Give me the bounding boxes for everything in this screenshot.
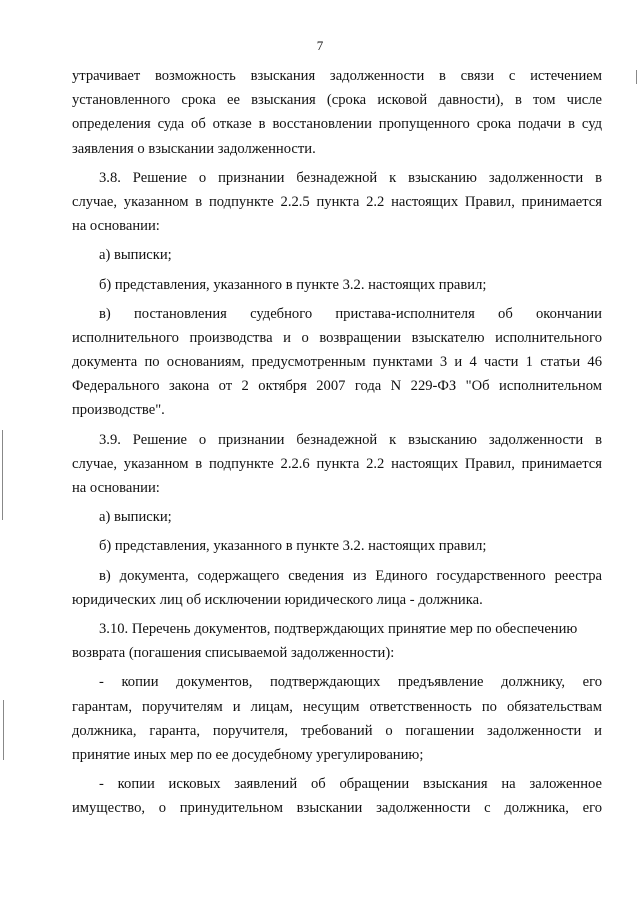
- scan-artifact: [636, 70, 637, 84]
- text-line: 3.8. Решение о признании безнадежной к взысканию задолженности в: [99, 169, 602, 186]
- document-body: [72, 64, 602, 820]
- text-line: на основании:: [72, 218, 160, 235]
- text-line: б) представления, указанного в пункте 3.2. настоящих правил;: [99, 538, 487, 555]
- text-line: 3.10. Перечень документов, подтверждающих принятие мер по обеспечению: [99, 620, 578, 637]
- text-line: Федерального закона от 2 октября 2007 года N 229-ФЗ "Об исполнительном: [72, 378, 602, 395]
- text-line: принятие иных мер по ее досудебному урегулированию;: [72, 746, 424, 763]
- text-line: установленного срока ее взыскания (срока исковой давности), в том числе: [72, 92, 602, 109]
- text-line: а) выписки;: [99, 509, 172, 526]
- text-line: имущество, о принудительном взыскании задолженности с должника, его: [72, 800, 602, 817]
- text-line: возврата (погашения списываемой задолженности):: [72, 645, 395, 662]
- text-line: заявления о взыскании задолженности.: [72, 140, 316, 157]
- text-line: - копии документов, подтверждающих предъявление должнику, его: [99, 674, 602, 691]
- text-line: производстве".: [72, 402, 165, 419]
- scan-artifact: [2, 430, 3, 520]
- text-line: документа по основаниям, предусмотренным пунктами 3 и 4 части 1 статьи 46: [72, 354, 602, 371]
- text-line: случае, указанном в подпункте 2.2.5 пункта 2.2 настоящих Правил, принимается: [72, 193, 602, 210]
- text-line: должника, гаранта, поручителя, требований о погашении задолженности и: [72, 722, 602, 739]
- text-line: 3.9. Решение о признании безнадежной к взысканию задолженности в: [99, 431, 602, 448]
- scan-artifact: [3, 700, 4, 760]
- page-number: 7: [316, 38, 324, 53]
- text-line: случае, указанном в подпункте 2.2.6 пункта 2.2 настоящих Правил, принимается: [72, 455, 602, 472]
- text-line: исполнительного производства и о возвращении взыскателю исполнительного: [72, 329, 602, 346]
- text-line: - копии исковых заявлений об обращении взыскания на заложенное: [99, 776, 602, 793]
- text-line: в) документа, содержащего сведения из Единого государственного реестра: [99, 567, 602, 584]
- text-line: гарантам, поручителям и лицам, несущим ответственность по обязательствам: [72, 698, 602, 715]
- text-line: юридических лиц об исключении юридического лица - должника.: [72, 591, 483, 608]
- text-line: а) выписки;: [99, 247, 172, 264]
- text-line: в) постановления судебного пристава-исполнителя об окончании: [99, 305, 602, 322]
- text-line: утрачивает возможность взыскания задолженности в связи с истечением: [72, 68, 602, 84]
- text-line: б) представления, указанного в пункте 3.2. настоящих правил;: [99, 276, 487, 293]
- text-line: определения суда об отказе в восстановлении пропущенного срока подачи в суд: [72, 116, 602, 133]
- text-line: на основании:: [72, 480, 160, 496]
